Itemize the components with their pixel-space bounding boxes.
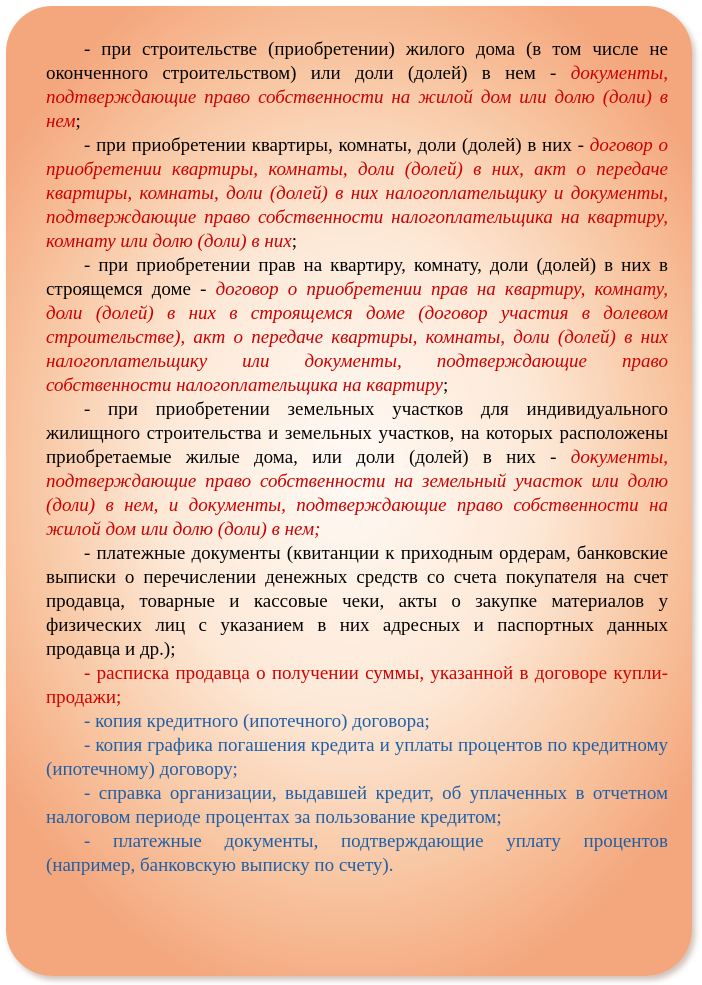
required-documents: документы, подтверждающие право собственности на земельный участок или долю (доли) в нем, и документы, подтверждающие право собственности на жилой дом или долю (доли) в нем; xyxy=(46,447,668,540)
paragraph-credit-agreement: - копия кредитного (ипотечного) договора; xyxy=(84,711,430,732)
required-documents: договор о приобретении прав на квартиру, комнату, доли (долей) в них в строящемся доме (договор участия в долевом строительстве), акт о передаче квартиры, комнаты, доли (долей) в них налогоплательщику или документы, подтверждающие право собственности налогоплательщика на квартиру xyxy=(46,279,668,396)
document-text xyxy=(46,38,668,878)
paragraph-bank-certificate: - справка организации, выдавшей кредит, об уплаченных в отчетном налоговом периоде процентах за пользование кредитом; xyxy=(46,783,668,828)
paragraph-land-plots xyxy=(46,398,668,542)
paragraph-interest-payments: - платежные документы, подтверждающие уплату процентов (например, банковскую выписку по счету). xyxy=(46,831,668,876)
paragraph-repayment-schedule: - копия графика погашения кредита и уплаты процентов по кредитному (ипотечному) договору; xyxy=(46,735,668,780)
required-documents: документы, подтверждающие право собственности на жилой дом или долю (доли) в нем xyxy=(46,63,668,132)
paragraph-punctuation: ; xyxy=(291,231,297,252)
paragraph-text: - при строительстве (приобретении) жилого дома (в том числе не оконченного строительством) или доли (долей) в нем - xyxy=(46,39,668,84)
paragraph-apartment-purchase xyxy=(46,134,668,254)
paragraph-seller-receipt: - расписка продавца о получении суммы, указанной в договоре купли-продажи; xyxy=(46,663,668,708)
paragraph-construction-rights xyxy=(46,254,668,398)
paragraph-punctuation: ; xyxy=(442,375,449,396)
paragraph-text: - при приобретении квартиры, комнаты, доли (долей) в них - xyxy=(84,135,590,156)
paragraph-payment-documents: - платежные документы (квитанции к приходным ордерам, банковские выписки о перечислении денежных средств со счета покупателя на счет продавца, товарные и кассовые чеки, акты о закупке материалов у физических лиц с указанием в них адресных и паспортных данных продавца и др.); xyxy=(46,543,668,660)
paragraph-house-construction xyxy=(46,38,668,134)
required-documents: договор о приобретении квартиры, комнаты, доли (долей) в них, акт о передаче квартиры, комнаты, доли (долей) в них налогоплательщику и документы, подтверждающие право собственности налогоплательщика на квартиру, комнату или долю (доли) в них xyxy=(46,135,668,252)
paragraph-punctuation: ; xyxy=(75,111,81,132)
document-panel xyxy=(6,6,692,976)
paragraph-text: - при приобретении прав на квартиру, комнату, доли (долей) в них в строящемся доме - xyxy=(46,255,668,300)
paragraph-text: - при приобретении земельных участков для индивидуального жилищного строительства и земельных участков, на которых расположены приобретаемые жилые дома, или доли (долей) в них - xyxy=(46,399,668,468)
